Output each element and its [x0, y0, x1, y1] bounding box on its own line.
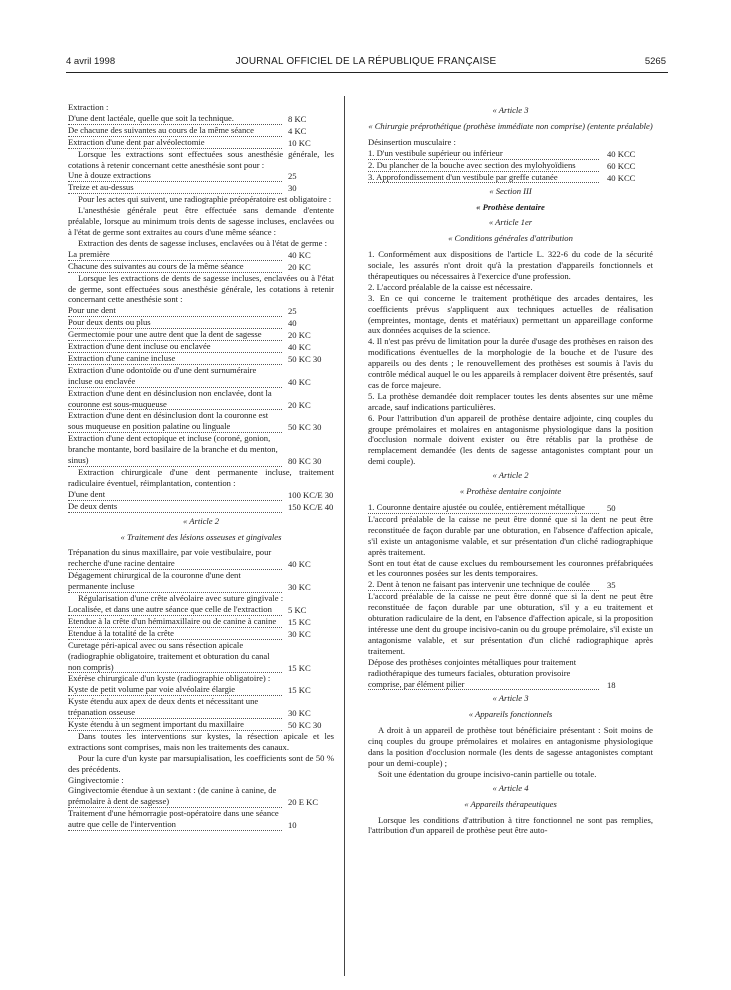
section-title: « Prothèse dentaire: [476, 202, 545, 213]
rate-value: 10: [288, 820, 297, 831]
rate-label: La première: [68, 249, 282, 261]
rate-list: [368, 579, 653, 591]
rate-label: Kyste étendu à un segment important du maxillaire: [68, 719, 282, 731]
paragraph: L'anesthésie générale peut être effectuée sans demande d'entente préalable, lorsque au minimum trois dents de sagesse incluses, enclavées ou à l'état de germe sont extraites au cours d'une même séance :: [68, 205, 334, 237]
rate-label: D'une dent: [68, 489, 282, 501]
rate-value: 40 KC: [288, 342, 311, 353]
rate-value: 35: [607, 580, 616, 591]
rate-label: Treize et au-dessus: [68, 182, 282, 194]
rate-list: [68, 604, 334, 731]
rate-label: Kyste de petit volume par voie alvéolaire élargie: [68, 684, 282, 696]
section-heading: « Appareils fonctionnels: [468, 709, 553, 720]
condition-item: 3. En ce qui concerne le traitement prothétique des arcades dentaires, les coefficients prévus s'appliquent aux techniques actuelles de réalisation (empreintes, montage, dents et matériaux) permettant un appareillage conforme aux données acquises de la science.: [368, 292, 653, 336]
paragraph: Désinsertion musculaire :: [368, 136, 456, 147]
rate-label: 1. D'un vestibule supérieur ou inférieur: [368, 148, 599, 160]
header-date: 4 avril 1998: [66, 56, 116, 67]
rate-row: [68, 433, 334, 467]
rate-row: [68, 501, 334, 513]
rate-label: Extraction d'une dent incluse ou enclavée: [68, 341, 282, 353]
rate-value: 40 KC: [288, 249, 311, 260]
paragraph: Soit une édentation du groupe incisivo-canin partielle ou totale.: [378, 768, 597, 779]
rate-row: [68, 673, 334, 684]
rate-row: [68, 317, 334, 329]
rate-row: [68, 329, 334, 341]
rate-row: [68, 365, 334, 388]
rate-value: 20 KC: [288, 399, 311, 410]
paragraph: Dans toutes les interventions sur kystes, la résection apicale et les extractions sont comprises, mais non les traitements des canaux.: [68, 730, 334, 752]
paragraph: Pour la cure d'un kyste par marsupialisation, les coefficients sont de 50 % des précédents.: [68, 752, 334, 774]
article-heading: « Article 3: [492, 693, 529, 704]
rate-label: Dépose des prothèses conjointes métalliques pour traitement radiothérapique des tumeurs faciales, obturation provisoire comprise, par élément pilier: [368, 657, 599, 691]
rate-value: 25: [288, 306, 297, 317]
paragraph: Pour les actes qui suivent, une radiographie préopératoire est obligatoire :: [78, 194, 332, 205]
rate-row: [68, 410, 334, 433]
paragraph: L'accord préalable de la caisse ne peut être donné que si la dent ne peut être reconstituée de façon durable par une obturation, en l'absence d'affection apicale, s'il existe un antagonisme valable, et sur présentation d'un cliché radiographique après traitement.: [368, 513, 653, 557]
rate-list: [68, 305, 334, 467]
condition-item: 1. Conformément aux dispositions de l'article L. 322-6 du code de la sécurité sociale, les assurés n'ont droit qu'à la prestation d'appareils fonctionnels et thérapeutiques ou nécessaires à l'exercice d'une profession.: [368, 249, 653, 281]
rate-list: [368, 148, 653, 184]
rate-row: [68, 388, 334, 411]
section-heading: « Chirurgie préprothétique (prothèse immédiate non comprise) (entente préalable): [368, 120, 653, 131]
rate-value: 50 KC 30: [288, 422, 322, 433]
intro-line: Extraction :: [68, 102, 109, 112]
rate-row: [68, 261, 334, 273]
rate-value: 30: [288, 183, 297, 194]
rate-label: Extraction d'une canine incluse: [68, 353, 282, 365]
rate-label: De deux dents: [68, 501, 282, 513]
condition-item: 4. Il n'est pas prévu de limitation pour la durée d'usage des prothèses en raison des modifications éventuelles de la morphologie de la bouche et de l'usure des appareils ou des dents ; le renouvellement des prothèses est soumis à l'avis du contrôle médical auquel le ou les appareils à remplacer doivent être présentés, sauf cas de force majeure.: [368, 336, 653, 390]
paragraph: Lorsque les extractions de dents de sagesse incluses, enclavées ou à l'état de germe, sont effectuées sous anesthésie générale, les cotations à retenir concernant cette anesthésie sont :: [68, 272, 334, 305]
rate-value: 80 KC 30: [288, 456, 322, 467]
rate-row: [68, 125, 334, 137]
rate-value: 15 KC: [288, 685, 311, 696]
rate-row: [68, 628, 334, 640]
rate-label: Kyste étendu aux apex de deux dents et nécessitant une trépanation osseuse: [68, 696, 282, 719]
paragraph: Extraction des dents de sagesse incluses, enclavées ou à l'état de germe :: [78, 237, 328, 248]
header-page-number: 5265: [644, 56, 666, 67]
article-heading: « Article 2: [492, 470, 529, 481]
rate-value: 50: [607, 503, 616, 513]
rate-value: 30 KC: [288, 708, 311, 719]
rate-label: 3. Approfondissement d'un vestibule par greffe cutanée: [368, 172, 599, 184]
right-column: [368, 102, 653, 836]
section-heading: « Conditions générales d'attribution: [448, 233, 573, 244]
paragraph: Lorsque les conditions d'attribution à titre fonctionnel ne sont pas remplies, l'attribution d'un appareil de prothèse peut être auto-: [368, 814, 653, 836]
rate-label: Extraction d'une dent par alvéolectomie: [68, 137, 282, 149]
rate-row: [368, 160, 653, 172]
rate-label: Chacune des suivantes au cours de la même séance: [68, 261, 282, 273]
page-header: [66, 56, 666, 70]
rate-label: Exérèse chirurgicale d'un kyste (radiographie obligatoire) :: [68, 673, 271, 684]
rate-list: [368, 657, 653, 691]
rate-label: 2. Dent à tenon ne faisant pas intervenir une technique de coulée: [368, 579, 599, 591]
rate-label: De chacune des suivantes au cours de la même séance: [68, 125, 282, 137]
rate-value: 25: [288, 171, 297, 182]
rate-value: 18: [607, 679, 616, 690]
rate-value: 30 KC: [288, 628, 311, 639]
paragraph: Lorsque les extractions sont effectuées sous anesthésie générale, les cotations à retenir concernant cette anesthésie sont pour :: [68, 148, 334, 170]
rate-list: [68, 249, 334, 273]
rate-value: 4 KC: [288, 125, 307, 136]
rate-label: Dégagement chirurgical de la couronne d'une dent permanente incluse: [68, 570, 282, 593]
rate-row: [68, 305, 334, 317]
rate-label: Traitement d'une hémorragie post-opératoire dans une séance autre que celle de l'intervention: [68, 808, 282, 831]
rate-row: [68, 640, 334, 674]
section-heading: « Prothèse dentaire conjointe: [459, 486, 562, 497]
header-title: JOURNAL OFFICIEL DE LA RÉPUBLIQUE FRANÇAISE: [235, 56, 497, 67]
rate-row: [68, 489, 334, 501]
rate-row: [68, 170, 334, 182]
rate-label: Localisée, et dans une autre séance que celle de l'extraction: [68, 604, 282, 616]
rate-value: 40 KCC: [607, 172, 636, 183]
article-heading: « Article 4: [492, 782, 529, 793]
rate-label: Trépanation du sinus maxillaire, par voie vestibulaire, pour recherche d'une racine dentaire: [68, 547, 282, 570]
rate-value: 10 KC: [288, 137, 311, 148]
rate-list: [68, 785, 334, 831]
rate-label: Extraction d'une dent ectopique et incluse (coroné, gonion, branche montante, bord basilaire de la branche et du menton, sinus): [68, 433, 282, 467]
rate-row: [368, 148, 653, 160]
rate-list: [68, 489, 334, 513]
rate-row: [68, 341, 334, 353]
rate-row: [68, 570, 334, 593]
paragraph: Régularisation d'une crête alvéolaire avec suture gingivale :: [78, 593, 284, 604]
rate-value: 5 KC: [288, 604, 307, 615]
section-heading: « Traitement des lésions osseuses et gingivales: [120, 531, 282, 542]
rate-label: Etendue à la crête d'un hémimaxillaire ou de canine à canine: [68, 616, 282, 628]
rate-label: Extraction d'une dent en désinclusion dont la couronne est sous muqueuse en position palatine ou linguale: [68, 410, 282, 433]
condition-item: 6. Pour l'attribution d'un appareil de prothèse dentaire adjointe, cinq couples du groupe prémolaires et molaires en antagonisme physiologique dans la position d'occlusion normale doivent exister ou être rétablis par la prothèse de remplacement demandée (les dents de sagesse antagonistes comptant pour un demi couple).: [368, 412, 653, 467]
header-rule: [66, 72, 668, 73]
rate-label: 1. Couronne dentaire ajustée ou coulée, entièrement métallique: [368, 502, 599, 514]
rate-row: [368, 172, 653, 184]
rate-value: 15 KC: [288, 616, 311, 627]
rate-row: [68, 696, 334, 719]
paragraph: Sont en tout état de cause exclues du remboursement les couronnes préfabriquées et les couronnes posées sur les dents temporaires.: [368, 557, 653, 579]
rate-value: 50 KC 30: [288, 353, 322, 364]
rate-value: 40 KC: [288, 376, 311, 387]
rate-value: 20 KC: [288, 261, 311, 272]
rate-value: 15 KC: [288, 662, 311, 673]
rate-row: [68, 808, 334, 831]
paragraph: A droit à un appareil de prothèse tout bénéficiaire présentant : Soit moins de cinq couples du groupe prémolaires et molaires en antagonisme physiologique dans la position d'occlusion normale (les dents de sagesse antagonistes comptant pour un demi-couple) ;: [368, 725, 653, 768]
rate-value: 40 KCC: [607, 148, 636, 159]
rate-value: 20 KC: [288, 330, 311, 341]
conditions-list: [368, 249, 653, 467]
rate-row: [68, 113, 334, 125]
column-divider: [344, 96, 345, 976]
rate-row: [68, 785, 334, 808]
rate-value: 40: [288, 318, 297, 329]
rate-label: Extraction d'une odontoïde ou d'une dent surnuméraire incluse ou enclavée: [68, 365, 282, 388]
rate-label: Curetage péri-apical avec ou sans résection apicale (radiographie obligatoire, traitement et obturation du canal non compris): [68, 640, 282, 674]
rate-value: 20 E KC: [288, 797, 319, 808]
rate-row: [68, 616, 334, 628]
rate-label: D'une dent lactéale, quelle que soit la technique.: [68, 113, 282, 125]
rate-label: Etendue à la totalité de la crête: [68, 628, 282, 640]
rate-label: Germectomie pour une autre dent que la dent de sagesse: [68, 329, 282, 341]
rate-value: 100 KC/E 30: [288, 489, 334, 500]
article-heading: « Article 2: [182, 515, 220, 526]
article-heading: « Article 1er: [488, 217, 533, 228]
condition-item: 5. La prothèse demandée doit remplacer toutes les dents absentes sur une même arcade, sauf indications particulières.: [368, 390, 653, 412]
rate-value: 60 KCC: [607, 160, 636, 171]
rate-label: Pour deux dents ou plus: [68, 317, 282, 329]
paragraph: Extraction chirurgicale d'une dent permanente incluse, traitement radiculaire éventuel, réimplantation, contention :: [68, 467, 334, 488]
rate-list: [68, 170, 334, 194]
rate-row: [68, 137, 334, 149]
rate-label: 2. Du plancher de la bouche avec section des mylohyoïdiens: [368, 160, 599, 172]
rate-value: 50 KC 30: [288, 720, 322, 731]
rate-row: [68, 604, 334, 616]
rate-list: [68, 113, 334, 149]
rate-value: 30 KC: [288, 582, 311, 593]
rate-value: 40 KC: [288, 559, 311, 570]
left-column: [68, 102, 334, 831]
section-heading: « Appareils thérapeutiques: [464, 798, 557, 809]
rate-value: 150 KC/E 40: [288, 501, 334, 512]
paragraph: Gingivectomie :: [68, 774, 124, 785]
rate-list: [368, 502, 653, 514]
section-number-heading: « Section III: [489, 186, 532, 197]
rate-label: Extraction d'une dent en désinclusion non enclavée, dont la couronne est sous-muqueuse: [68, 388, 282, 411]
rate-row: [368, 502, 653, 514]
rate-label: Pour une dent: [68, 305, 282, 317]
rate-list: [68, 547, 334, 593]
rate-row: [68, 353, 334, 365]
condition-item: 2. L'accord préalable de la caisse est nécessaire.: [368, 281, 533, 292]
rate-row: [68, 684, 334, 696]
rate-row: [68, 547, 334, 570]
article-heading: « Article 3: [492, 105, 529, 115]
rate-row: [368, 579, 653, 591]
rate-row: [68, 182, 334, 194]
rate-row: [68, 719, 334, 731]
paragraph: L'accord préalable de la caisse ne peut être donné que si la dent ne peut être reconstituée de façon durable par une obturation, s'il y a eu traitement et obturation radiculaire de la dent, en l'absence d'affection apicale, si la proposition intéresse une dent du groupe incisivo-canin ou du groupe prémolaire, s'il existe un antagonisme valable, et sur présentation d'un cliché radiographique après traitement.: [368, 591, 653, 656]
rate-row: [368, 657, 653, 691]
rate-value: 8 KC: [288, 113, 307, 124]
rate-label: Une à douze extractions: [68, 170, 282, 182]
rate-row: [68, 249, 334, 261]
rate-label: Gingivectomie étendue à un sextant : (de canine à canine, de prémolaire à dent de sagesse): [68, 785, 282, 808]
